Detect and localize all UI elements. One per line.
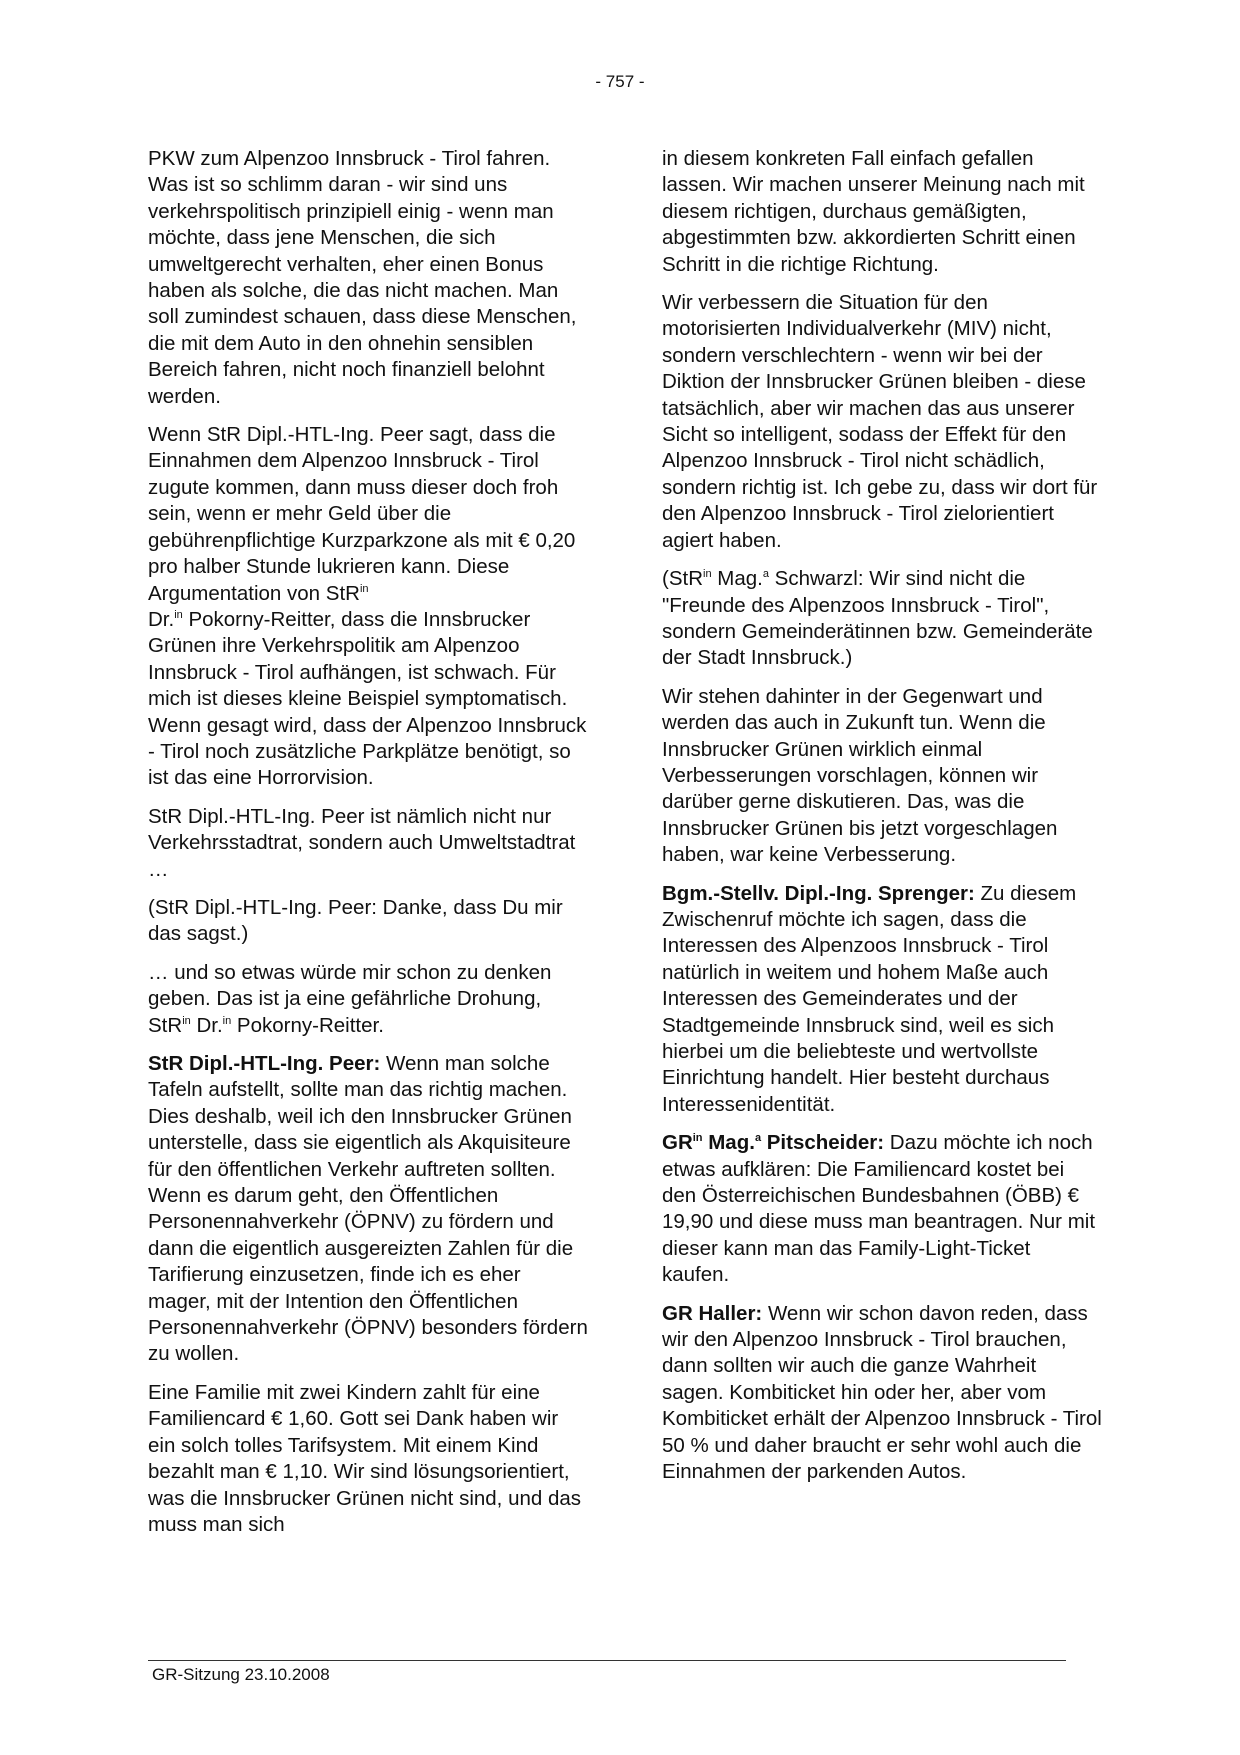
superscript: in bbox=[692, 1132, 703, 1145]
paragraph-text: Wenn StR Dipl.-HTL-Ing. Peer sagt, dass die Einnahmen dem Alpenzoo Innsbruck - Tirol zugute kommen, dann muss dieser doch froh sein, wenn er mehr Geld über die gebührenpflichtige Kurzparkzone als mit € 0,20 pro halber Stunde lukrieren kann. Diese Argumentation von StR bbox=[148, 423, 576, 605]
paragraph-text: (StR bbox=[662, 567, 703, 591]
speech bbox=[662, 1130, 1102, 1288]
paragraph: Wir stehen dahinter in der Gegenwart und werden das auch in Zukunft tun. Wenn die Innsbrucker Grünen wirklich einmal Verbesserungen vorschlagen, können wir darüber gerne diskutieren. Das, was die Innsbrucker Grünen bis jetzt vorgeschlagen haben, war keine Verbesserung. bbox=[662, 684, 1058, 867]
speaker-name: GR Haller: bbox=[662, 1301, 763, 1325]
superscript: in bbox=[174, 609, 183, 622]
speaker-part: Mag. bbox=[702, 1131, 755, 1155]
right-column bbox=[662, 146, 1102, 1498]
speech bbox=[662, 881, 1102, 1119]
paragraph: StR Dipl.-HTL-Ing. Peer ist nämlich nicht nur Verkehrsstadtrat, sondern auch Umweltstadtrat … bbox=[148, 804, 576, 881]
speaker-name bbox=[662, 1131, 884, 1154]
footer-session-date: GR-Sitzung 23.10.2008 bbox=[152, 1665, 330, 1684]
paragraph-text: Schwarzl: Wir sind nicht die "Freunde des Alpenzoos Innsbruck - Tirol", sondern Gemeinderätinnen bzw. Gemeinderäte der Stadt Innsbruck.) bbox=[662, 567, 1093, 670]
superscript: in bbox=[359, 582, 369, 595]
paragraph: PKW zum Alpenzoo Innsbruck - Tirol fahren. Was ist so schlimm daran - wir sind uns verkehrspolitisch prinzipiell einig - wenn man möchte, dass jene Menschen, die sich umweltgerecht verhalten, eher einen Bonus haben als solche, die das nicht machen. Man soll zumindest schauen, dass diese Menschen, die mit dem Auto in den ohnehin sensiblen Bereich fahren, nicht noch finanziell belohnt werden. bbox=[148, 147, 577, 408]
interjection: (StR Dipl.-HTL-Ing. Peer: Danke, dass Du mir das sagst.) bbox=[148, 895, 563, 946]
paragraph-text: Pokorny-Reitter. bbox=[231, 1013, 384, 1037]
paragraph: Eine Familie mit zwei Kindern zahlt für eine Familiencard € 1,60. Gott sei Dank haben wir ein solch tolles Tarifsystem. Mit einem Kind bezahlt man € 1,10. Wir sind lösungsorientiert, was die Innsbrucker Grünen nicht sind, und das muss man sich bbox=[148, 1380, 582, 1536]
paragraph-text: Mag. bbox=[711, 567, 763, 591]
paragraph bbox=[148, 960, 588, 1039]
superscript: a bbox=[754, 1132, 762, 1145]
paragraph-text: Pokorny-Reitter, dass die Innsbrucker Grünen ihre Verkehrspolitik am Alpenzoo Innsbruck - Tirol aufhängen, ist schwach. Für mich ist dieses kleine Beispiel symptomatisch. Wenn gesagt wird, dass der Alpenzoo Innsbruck - Tirol noch zusätzliche Parkplätze benötigt, so ist das eine Horrorvision. bbox=[148, 607, 587, 790]
left-column bbox=[148, 146, 588, 1550]
paragraph-text: Dr. bbox=[148, 607, 175, 631]
interjection bbox=[662, 566, 1102, 672]
page-number: - 757 - bbox=[595, 72, 645, 91]
speaker-name: Bgm.-Stellv. Dipl.-Ing. Sprenger: bbox=[662, 881, 975, 905]
speaker-part: Pitscheider: bbox=[761, 1131, 885, 1155]
paragraph: Wir verbessern die Situation für den motorisierten Individualverkehr (MIV) nicht, sondern verschlechtern - wenn wir bei der Diktion der Innsbrucker Grünen bleiben - diese tatsächlich, aber wir machen das aus unserer Sicht so intelligent, sodass der Effekt für den Alpenzoo Innsbruck - Tirol nicht schädlich, sondern richtig ist. Ich gebe zu, dass wir dort für den Alpenzoo Innsbruck - Tirol zielorientiert agiert haben. bbox=[662, 291, 1098, 552]
paragraph-text: … und so etwas würde mir schon zu denken geben. Das ist ja eine gefährliche Drohung, StR bbox=[148, 960, 552, 1037]
footer-divider bbox=[148, 1660, 1066, 1661]
superscript: in bbox=[703, 568, 712, 581]
speech-text: Zu diesem Zwischenruf möchte ich sagen, dass die Interessen des Alpenzoos Innsbruck - Tirol natürlich in weitem und hohem Maße auch Interessen des Gemeinderates und der Stadtgemeinde Innsbruck sind, weil es sich hierbei um die beliebteste und wertvollste Einrichtung handelt. Hier besteht durchaus Interessenidentität. bbox=[662, 881, 1077, 1116]
superscript: a bbox=[762, 568, 769, 581]
speech bbox=[662, 1301, 1102, 1486]
speaker-part: GR bbox=[662, 1131, 693, 1155]
speaker-name: StR Dipl.-HTL-Ing. Peer: bbox=[148, 1052, 381, 1075]
paragraph: in diesem konkreten Fall einfach gefallen lassen. Wir machen unserer Meinung nach mit diesem richtigen, durchaus gemäßigten, abgestimmten bzw. akkordierten Schritt einen Schritt in die richtige Richtung. bbox=[662, 147, 1085, 276]
speech-text: Wenn man solche Tafeln aufstellt, sollte man das richtig machen. Dies deshalb, weil ich den Innsbrucker Grünen unterstelle, dass sie eigentlich als Akquisiteure für den öffentlichen Verkehr auftreten sollten. Wenn es darum geht, den Öffentlichen Personennahverkehr (ÖPNV) zu fördern und dann die eigentlich ausgereizten Zahlen für die Tarifierung einzusetzen, finde ich es eher mager, mit der Intention den Öffentlichen Personennahverkehr (ÖPNV) besonders fördern zu wollen. bbox=[148, 1052, 588, 1366]
superscript: in bbox=[222, 1014, 232, 1027]
paragraph-text: Dr. bbox=[190, 1013, 223, 1037]
speech-text: Wenn wir schon davon reden, dass wir den Alpenzoo Innsbruck - Tirol brauchen, dann sollten wir auch die ganze Wahrheit sagen. Kombiticket hin oder her, aber vom Kombiticket erhält der Alpenzoo Innsbruck - Tirol 50 % und daher braucht er sehr wohl auch die Einnahmen der parkenden Autos. bbox=[662, 1301, 1102, 1484]
speech-text: Dazu möchte ich noch etwas aufklären: Die Familiencard kostet bei den Österreichischen Bundesbahnen (ÖBB) € 19,90 und diese muss man beantragen. Nur mit dieser kann man das Family-Light-Ticket kaufen. bbox=[662, 1131, 1096, 1287]
speech bbox=[148, 1051, 588, 1368]
paragraph bbox=[148, 422, 588, 792]
superscript: in bbox=[182, 1014, 191, 1027]
